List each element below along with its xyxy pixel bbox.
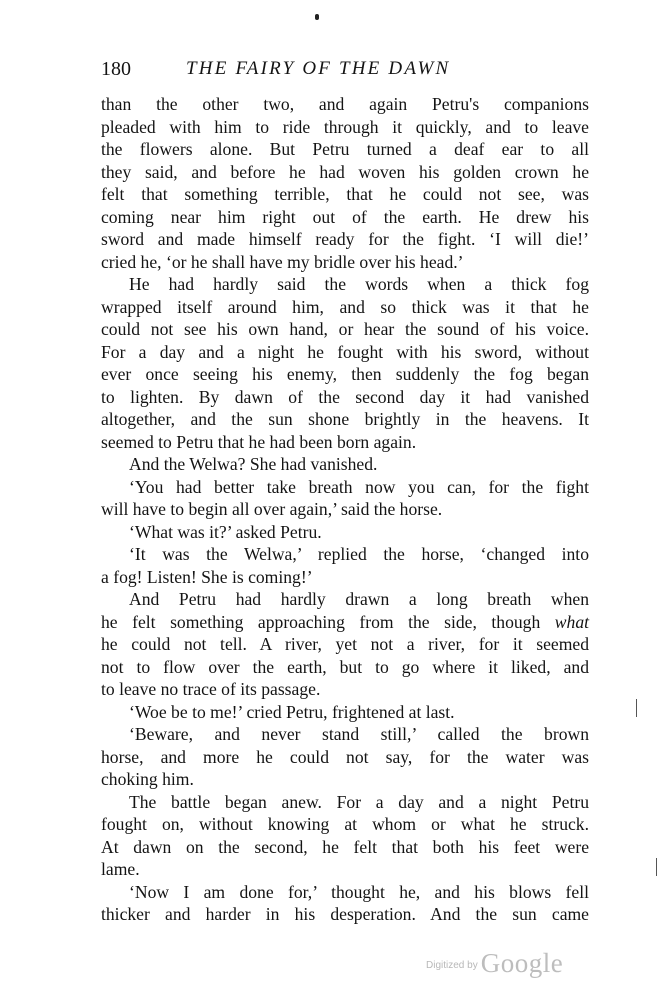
- text-line: ever once seeing his enemy, then suddenly the fog began: [101, 364, 589, 384]
- text-line: ‘Beware, and never stand still,’ called the brown: [129, 724, 589, 744]
- text-line: altogether, and the sun shone brightly in the heavens. It: [101, 409, 589, 429]
- digitized-by-google-watermark: [426, 948, 563, 979]
- text-line: And the Welwa? She had vanished.: [129, 454, 378, 474]
- text-line: For a day and a night he fought with his sword, without: [101, 341, 589, 362]
- text-line: And Petru had hardly drawn a long breath when: [129, 589, 589, 609]
- page-header: [101, 56, 590, 82]
- google-logo: Google: [480, 948, 564, 978]
- text-line: ‘It was the Welwa,’ replied the horse, ‘changed into: [129, 544, 589, 564]
- printing-speck: [315, 14, 319, 20]
- margin-mark: [656, 858, 657, 876]
- text-line: wrapped itself around him, and so thick was it that he: [101, 296, 589, 317]
- text-line: He had hardly said the words when a thick fog: [129, 274, 589, 294]
- text-line: will have to begin all over again,’ said the horse.: [101, 499, 443, 519]
- text-line: coming near him right out of the earth. He drew his: [101, 206, 589, 227]
- text-line: thicker and harder in his desperation. And the sun came: [101, 904, 589, 924]
- text-line: they said, and before he had woven his golden crown he: [101, 161, 589, 182]
- text-line: fought on, without knowing at whom or what he struck.: [101, 814, 589, 834]
- text-line: ‘Woe be to me!’ cried Petru, frightened at last.: [129, 701, 455, 722]
- text-line: to lighten. By dawn of the second day it had vanished: [101, 386, 589, 407]
- text-line: he could not tell. A river, yet not a river, for it seemed: [101, 634, 589, 654]
- running-title: THE FAIRY OF THE DAWN: [186, 58, 451, 79]
- page-number: 180: [101, 58, 131, 80]
- text-line: felt that something terrible, that he could not see, was: [101, 184, 589, 204]
- text-line: choking him.: [101, 769, 194, 789]
- text-line: [101, 611, 589, 634]
- text-line: pleaded with him to ride through it quickly, and to leave: [101, 116, 589, 137]
- watermark-caption: Digitized by: [426, 960, 478, 971]
- text-line: ‘You had better take breath now you can, for the fight: [129, 476, 589, 497]
- text-line: The battle began anew. For a day and a night Petru: [129, 791, 589, 812]
- text-line: could not see his own hand, or hear the sound of his voice.: [101, 319, 589, 339]
- text-line: sword and made himself ready for the fight. ‘I will die!’: [101, 229, 589, 249]
- body-text: [101, 93, 589, 926]
- text-line: horse, and more he could not say, for the water was: [101, 746, 589, 767]
- text-line: to leave no trace of its passage.: [101, 679, 321, 699]
- text-line: lame.: [101, 859, 140, 879]
- margin-mark: [636, 699, 637, 717]
- text-line: not to flow over the earth, but to go where it liked, and: [101, 656, 589, 677]
- emphasized-word: what: [554, 611, 589, 632]
- text-line: cried he, ‘or he shall have my bridle over his head.’: [101, 251, 464, 272]
- text-line: ‘What was it?’ asked Petru.: [129, 521, 322, 542]
- text-line: At dawn on the second, he felt that both his feet were: [101, 836, 589, 857]
- text-line: seemed to Petru that he had been born again.: [101, 431, 417, 452]
- text-line: a fog! Listen! She is coming!’: [101, 566, 313, 587]
- text-line: the flowers alone. But Petru turned a deaf ear to all: [101, 139, 589, 159]
- text-line: ‘Now I am done for,’ thought he, and his blows fell: [129, 881, 589, 902]
- text-line: than the other two, and again Petru's companions: [101, 94, 589, 114]
- text-line-start: he felt something approaching from the side, though: [101, 611, 555, 632]
